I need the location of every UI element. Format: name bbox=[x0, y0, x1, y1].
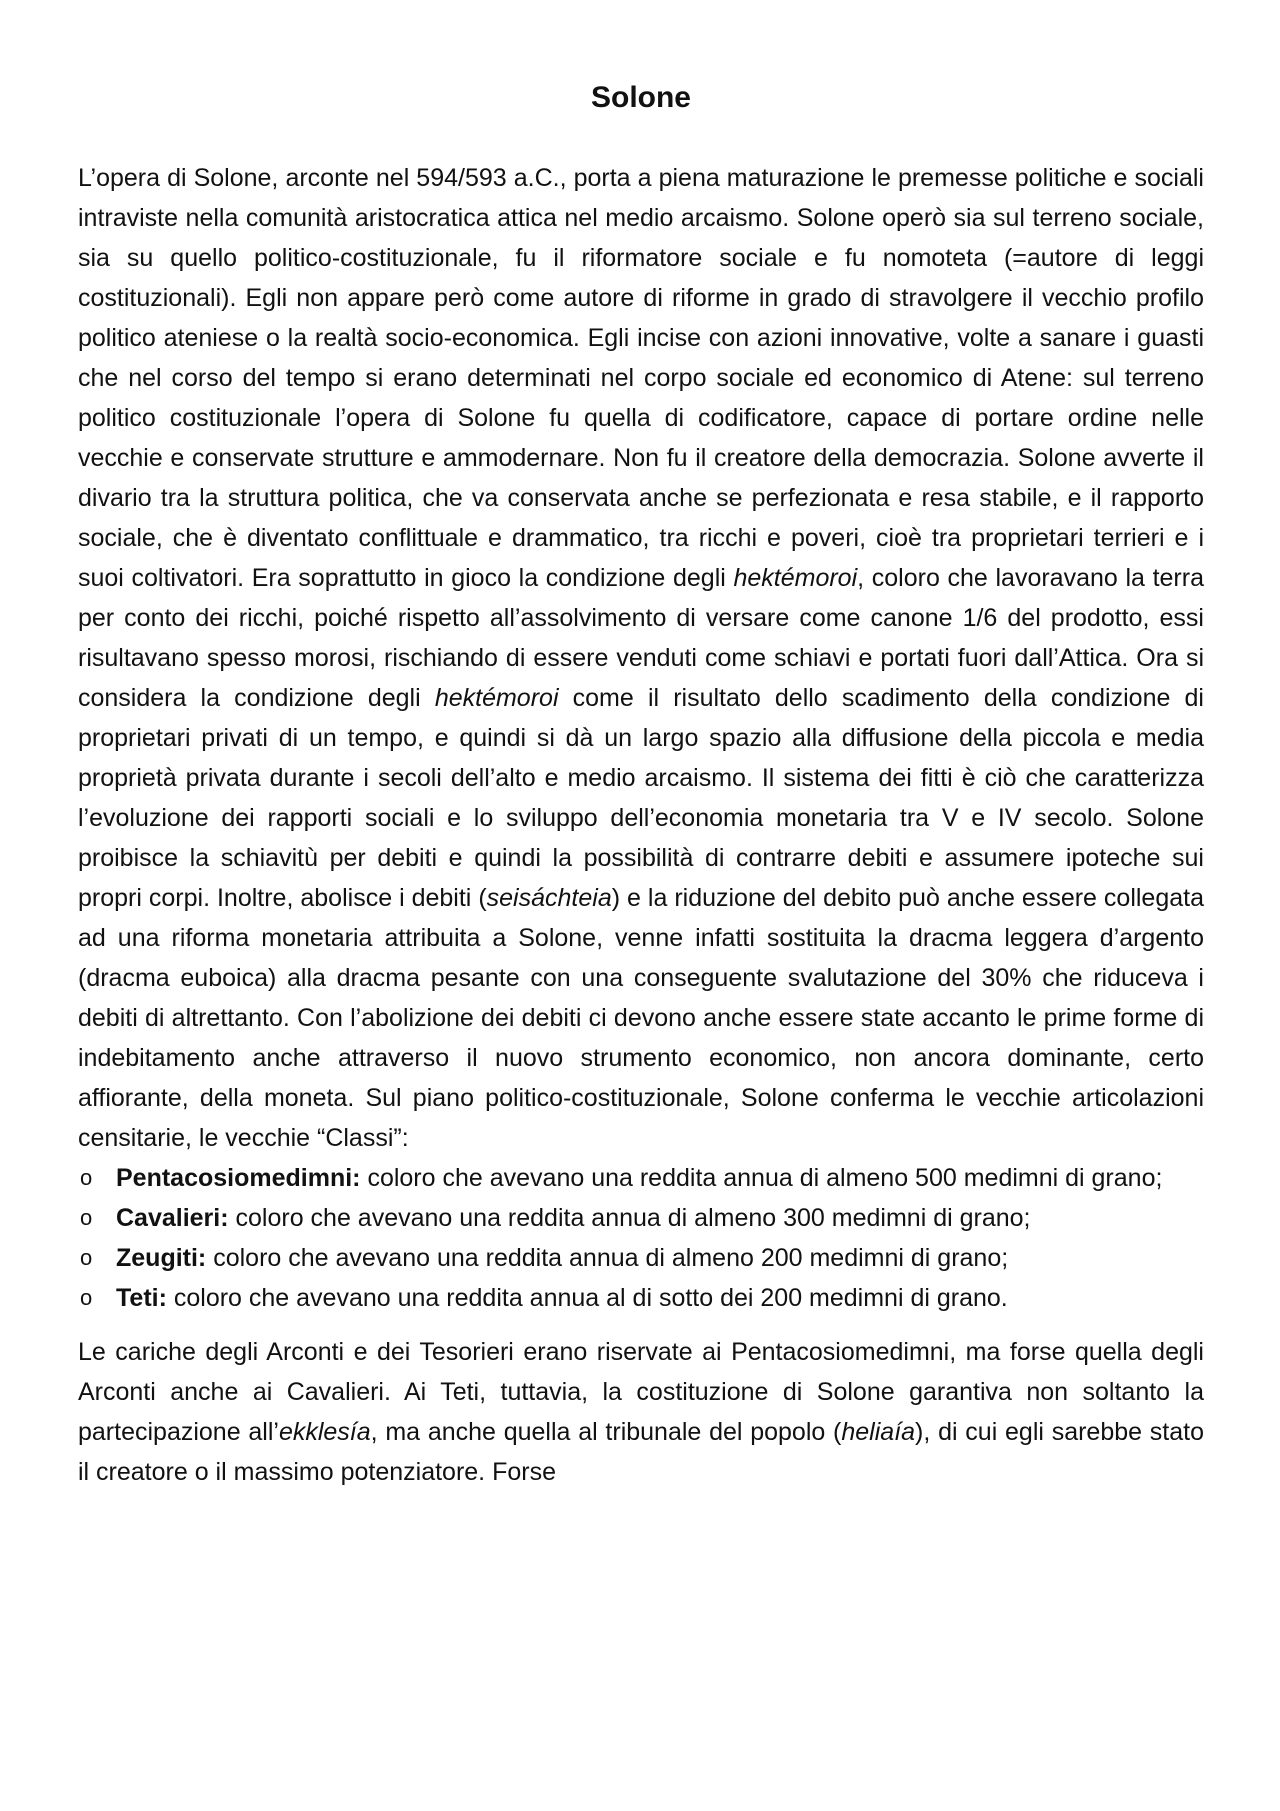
list-item bbox=[78, 1278, 1204, 1318]
text-run: L’opera di Solone, arconte nel 594/593 a.C., porta a piena maturazione le premesse politiche e sociali intraviste nella comunità aristocratica attica nel medio arcaismo. Solone operò sia sul terreno sociale, sia su quello politico-costituzionale, fu il riformatore sociale e fu nomoteta (=autore di leggi costituzionali). Egli non appare però come autore di riforme in grado di stravolgere il vecchio profilo politico ateniese o la realtà socio-economica. Egli incise con azioni innovative, volte a sanare i guasti che nel corso del tempo si erano determinati nel corpo sociale ed economico di Atene: sul terreno politico costituzionale l’opera di Solone fu quella di codificatore, capace di portare ordine nelle vecchie e conservate strutture e ammodernare. Non fu il creatore della democrazia. Solone avverte il divario tra la struttura politica, che va conservata anche se perfezionata e resa stabile, e il rapporto sociale, che è diventato conflittuale e drammatico, tra ricchi e poveri, cioè tra proprietari terrieri e i suoi coltivatori. Era soprattutto in gioco la condizione degli bbox=[78, 164, 1204, 592]
term-italic: seisáchteia bbox=[486, 884, 612, 912]
list-item bbox=[78, 1198, 1204, 1238]
bullet-circle-icon: o bbox=[80, 1165, 93, 1190]
class-name: Pentacosiomedimni: bbox=[116, 1164, 361, 1192]
class-name: Cavalieri: bbox=[116, 1204, 229, 1232]
document-page bbox=[78, 80, 1204, 1492]
class-description: coloro che avevano una reddita annua al di sotto dei 200 medimni di grano. bbox=[166, 1284, 1008, 1312]
term-italic: hektémoroi bbox=[733, 564, 858, 592]
term-italic: ekklesía bbox=[278, 1418, 371, 1446]
paragraph-intro bbox=[78, 158, 1204, 1158]
class-name: Zeugiti: bbox=[116, 1244, 207, 1272]
term-italic: heliaía bbox=[841, 1418, 916, 1446]
bullet-circle-icon: o bbox=[80, 1205, 93, 1230]
class-description: coloro che avevano una reddita annua di almeno 500 medimni di grano; bbox=[360, 1164, 1163, 1192]
paragraph-cariche bbox=[78, 1332, 1204, 1492]
text-run: , ma anche quella al tribunale del popolo ( bbox=[370, 1418, 842, 1446]
text-run: , coloro che lavoravano la terra per conto dei ricchi, poiché rispetto all’assolvimento di versare come canone 1/6 del prodotto, essi risultavano spesso morosi, rischiando di essere venduti come schiavi e portati fuori dall’Attica. Ora si considera la condizione degli bbox=[78, 564, 1204, 712]
list-item bbox=[78, 1158, 1204, 1198]
bullet-circle-icon: o bbox=[80, 1245, 93, 1270]
class-description: coloro che avevano una reddita annua di almeno 300 medimni di grano; bbox=[228, 1204, 1031, 1232]
text-run: Le cariche degli Arconti e dei Tesorieri erano riservate ai Pentacosiomedimni, ma forse quella degli Arconti anche ai Cavalieri. Ai Teti, tuttavia, la costituzione di Solone garantiva non soltanto la partecipazione all’ bbox=[78, 1338, 1204, 1446]
page-title: Solone bbox=[590, 81, 691, 114]
classes-list bbox=[78, 1158, 1204, 1318]
list-item bbox=[78, 1238, 1204, 1278]
text-run: ), di cui egli sarebbe stato il creatore o il massimo potenziatore. Forse bbox=[78, 1418, 1204, 1486]
class-name: Teti: bbox=[116, 1284, 167, 1312]
class-description: coloro che avevano una reddita annua di almeno 200 medimni di grano; bbox=[206, 1244, 1009, 1272]
term-italic: hektémoroi bbox=[434, 684, 559, 712]
text-run: come il risultato dello scadimento della condizione di proprietari privati di un tempo, e quindi si dà un largo spazio alla diffusione della piccola e media proprietà privata durante i secoli dell’alto e medio arcaismo. Il sistema dei fitti è ciò che caratterizza l’evoluzione dei rapporti sociali e lo sviluppo dell’economia monetaria tra V e IV secolo. Solone proibisce la schiavitù per debiti e quindi la possibilità di contrarre debiti e assumere ipoteche sui propri corpi. Inoltre, abolisce i debiti ( bbox=[78, 684, 1204, 912]
text-run: ) e la riduzione del debito può anche essere collegata ad una riforma monetaria attribuita a Solone, venne infatti sostituita la dracma leggera d’argento (dracma euboica) alla dracma pesante con una conseguente svalutazione del 30% che riduceva i debiti di altrettanto. Con l’abolizione dei debiti ci devono anche essere state accanto le prime forme di indebitamento anche attraverso il nuovo strumento economico, non ancora dominante, certo affiorante, della moneta. Sul piano politico-costituzionale, Solone conferma le vecchie articolazioni censitarie, le vecchie “Classi”: bbox=[78, 884, 1204, 1152]
bullet-circle-icon: o bbox=[80, 1285, 93, 1310]
